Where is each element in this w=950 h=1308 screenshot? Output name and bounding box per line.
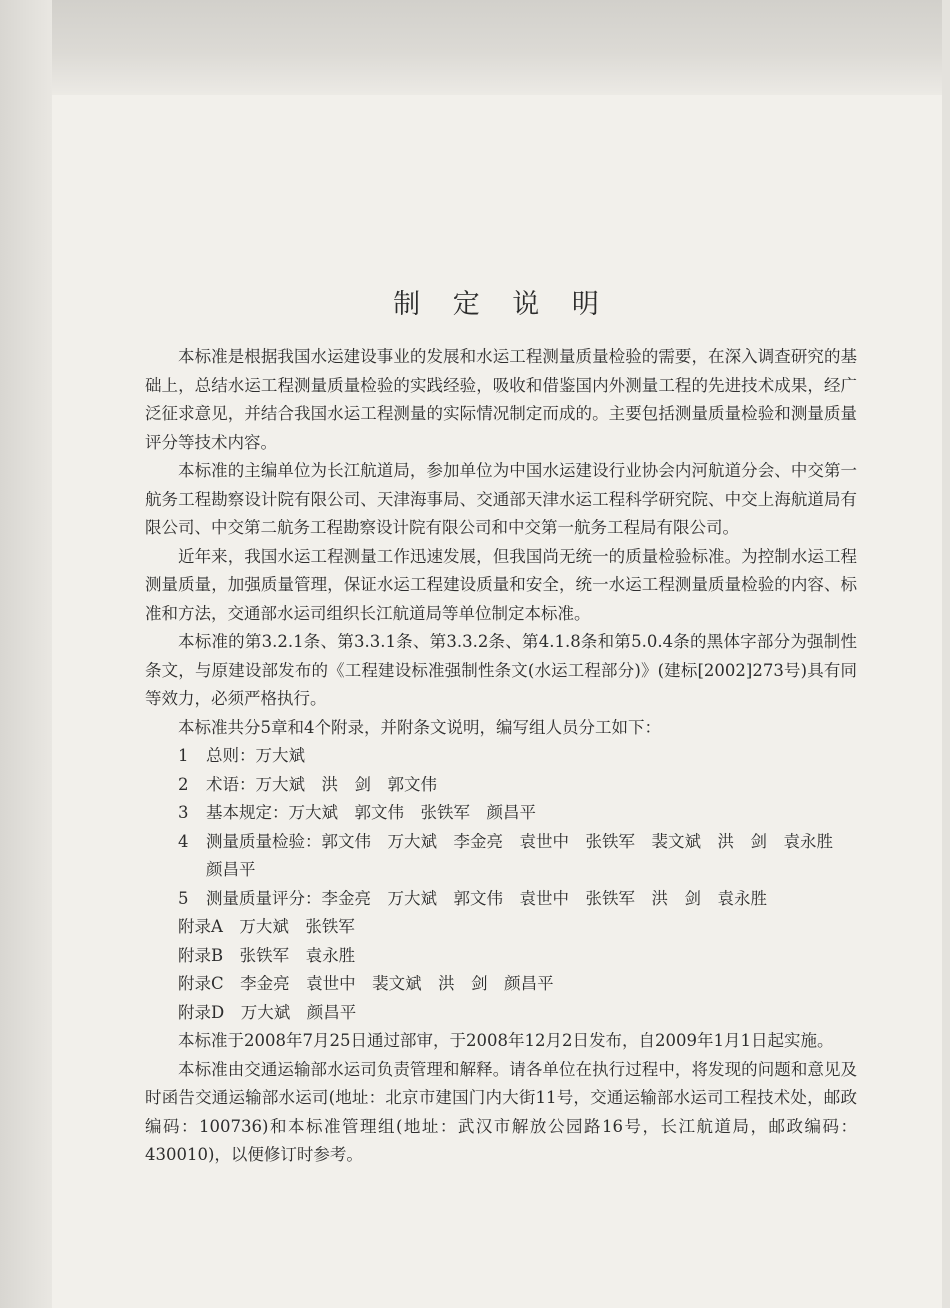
list-item-number: 4 <box>178 831 189 851</box>
paragraph-administration: 本标准由交通运输部水运司负责管理和解释。请各单位在执行过程中，将发现的问题和意见及时函告交通运输部水运司(地址：北京市建国门内大街11号，交通运输部水运司工程技术处，邮政编码：100736)和本标准管理组(地址：武汉市解放公园路16号，长江航道局，邮政编码：430010)，以便修订时参考。 <box>145 1059 857 1164</box>
paragraph-structure: 本标准共分5章和4个附录，并附条文说明，编写组人员分工如下： <box>178 717 661 737</box>
list-item <box>145 742 857 771</box>
paragraph-background: 本标准是根据我国水运建设事业的发展和水运工程测量质量检验的需要，在深入调查研究的基础上，总结水运工程测量质量检验的实践经验，吸收和借鉴国内外测量工程的先进技术成果，经广泛征求意见，并结合我国水运工程测量的实际情况制定而成的。主要包括测量质量检验和测量质量评分等技术内容。 <box>145 347 857 452</box>
list-item-text: 附录A 万大斌 张铁军 <box>178 917 355 936</box>
paragraph-purpose: 近年来，我国水运工程测量工作迅速发展，但我国尚无统一的质量检验标准。为控制水运工程测量质量，加强质量管理，保证水运工程建设质量和安全，统一水运工程测量质量检验的内容、标准和方法，交通部水运司组织长江航道局等单位制定本标准。 <box>145 546 857 623</box>
paragraph-mandatory-clauses: 本标准的第3.2.1条、第3.3.1条、第3.3.2条、第4.1.8条和第5.0.4条的黑体字部分为强制性条文，与原建设部发布的《工程建设标准强制性条文(水运工程部分)》(建标[2002]273号)具有同等效力，必须严格执行。 <box>145 632 857 708</box>
list-item-text: 附录D 万大斌 颜昌平 <box>178 1002 357 1022</box>
list-item-text: 术语：万大斌 洪 剑 郭文伟 <box>206 774 437 794</box>
list-item-text: 基本规定：万大斌 郭文伟 张铁军 颜昌平 <box>206 803 536 822</box>
scan-shadow-top <box>0 0 950 95</box>
list-item-number: 1 <box>178 746 189 765</box>
list-item <box>145 771 857 800</box>
list-item <box>145 970 857 999</box>
list-item-text: 总则：万大斌 <box>206 746 305 765</box>
list-item <box>145 942 857 971</box>
document-body <box>145 343 857 1170</box>
list-item-number: 2 <box>178 774 189 794</box>
list-item-number: 3 <box>178 803 189 822</box>
scan-shadow-right <box>942 0 950 1308</box>
list-item-text: 附录C 李金亮 袁世中 裴文斌 洪 剑 颜昌平 <box>178 974 554 993</box>
scan-shadow-left <box>0 0 52 1308</box>
list-item <box>145 913 857 942</box>
staff-list <box>145 742 857 1027</box>
list-item-text: 附录B 张铁军 袁永胜 <box>178 945 356 965</box>
list-item-text: 测量质量评分：李金亮 万大斌 郭文伟 袁世中 张铁军 洪 剑 袁永胜 <box>206 888 767 908</box>
list-item-text: 测量质量检验：郭文伟 万大斌 李金亮 袁世中 张铁军 裴文斌 洪 剑 袁永胜 颜昌平 <box>206 831 850 879</box>
page-title: 制 定 说 明 <box>393 289 611 320</box>
paragraph-editors: 本标准的主编单位为长江航道局，参加单位为中国水运建设行业协会内河航道分会、中交第一航务工程勘察设计院有限公司、天津海事局、交通部天津水运工程科学研究院、中交上海航道局有限公司、中交第二航务工程勘察设计院有限公司和中交第一航务工程局有限公司。 <box>145 461 857 537</box>
list-item <box>145 799 857 828</box>
list-item-number: 5 <box>178 888 189 908</box>
list-item <box>145 999 857 1028</box>
list-item <box>145 828 857 885</box>
paragraph-effective-date: 本标准于2008年7月25日通过部审，于2008年12月2日发布，自2009年1月1日起实施。 <box>178 1031 834 1050</box>
list-item <box>145 885 857 914</box>
